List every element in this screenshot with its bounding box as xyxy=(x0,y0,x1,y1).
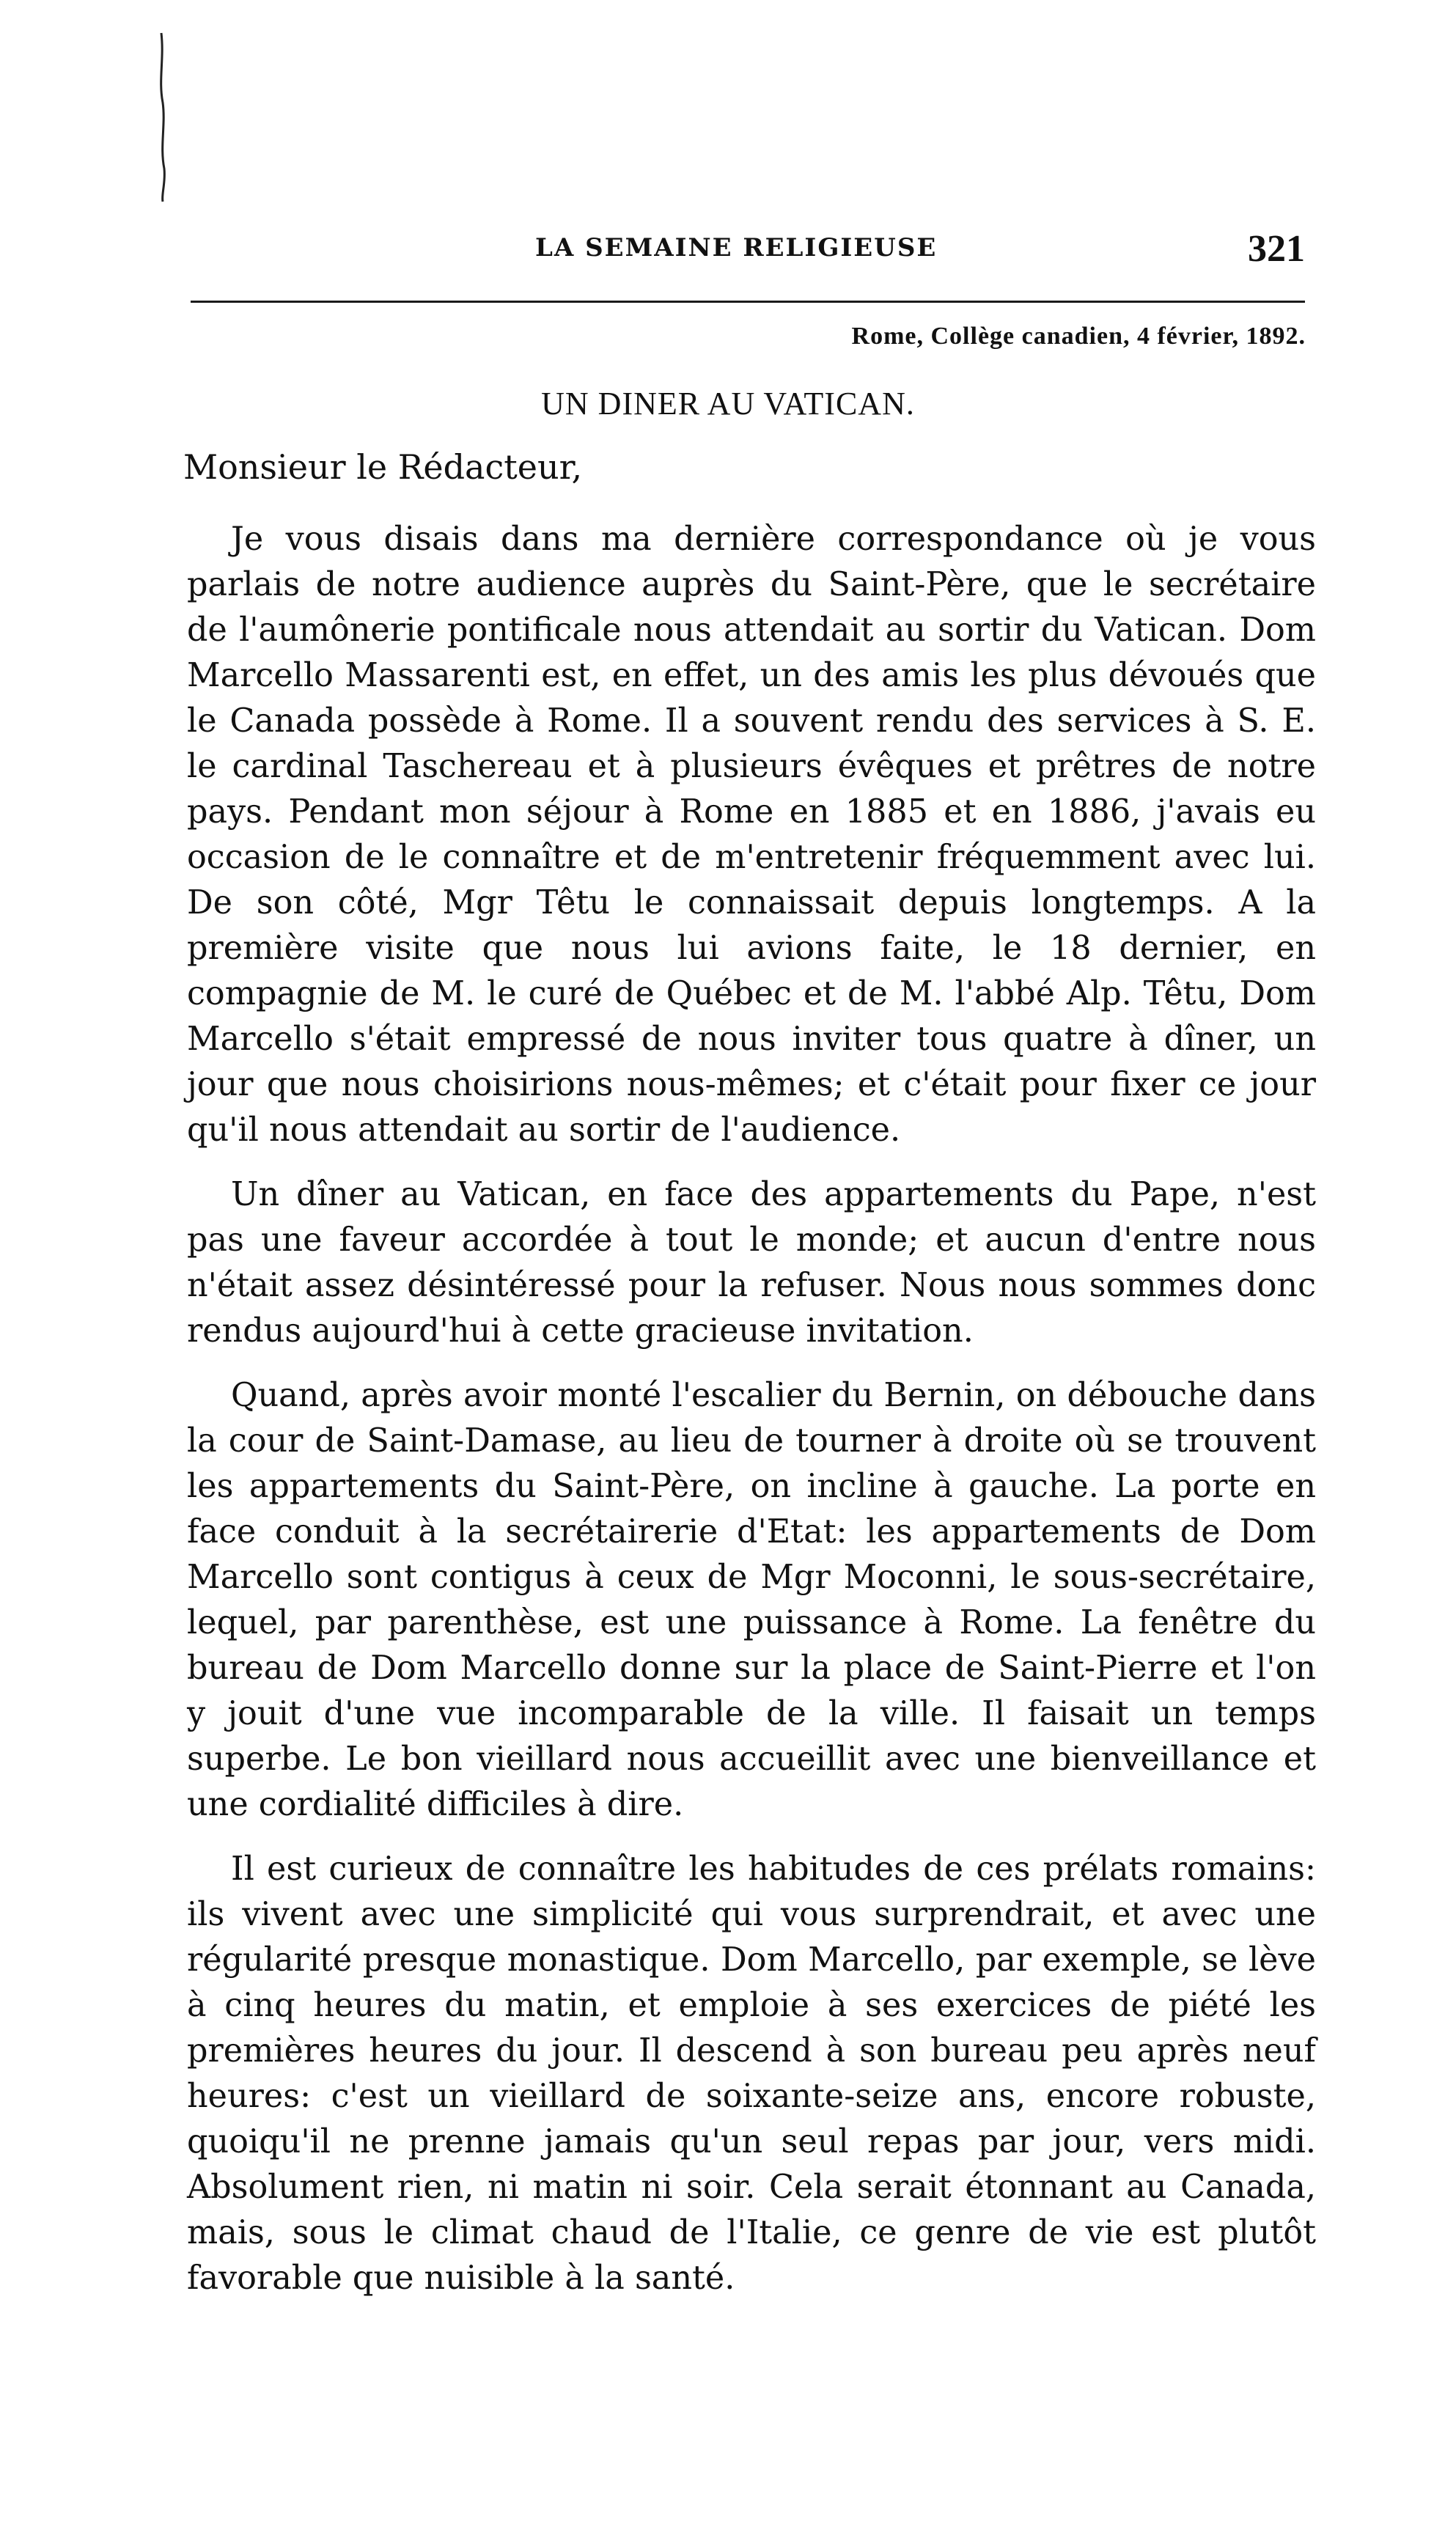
article-title: UN DINER AU VATICAN. xyxy=(541,386,915,422)
page-number: 321 xyxy=(1248,228,1305,270)
dateline: Rome, Collège canadien, 4 février, 1892. xyxy=(851,323,1306,350)
salutation: Monsieur le Rédacteur, xyxy=(183,447,583,487)
article-body xyxy=(187,517,1316,2320)
paragraph: Il est curieux de connaître les habitudes de ces prélats romains: ils vivent avec une simplicité qui vous surprendrait, et avec une régularité presque monastique. Dom Marcello, par exemple, se lève à cinq heures du matin, et emploie à ses exercices de piété les premières heures du jour. Il descend à son bureau peu après neuf heures: c'est un vieillard de soixante-seize ans, encore robuste, quoiqu'il ne prenne jamais qu'un seul repas par jour, vers midi. Absolument rien, ni matin ni soir. Cela serait étonnant au Canada, mais, sous le climat chaud de l'Italie, ce genre de vie est plutôt favorable que nuisible à la santé. xyxy=(187,1850,1316,2297)
paragraph: Je vous disais dans ma dernière correspondance où je vous parlais de notre audience auprès du Saint-Père, que le secrétaire de l'aumônerie pontificale nous attendait au sortir du Vatican. Dom Marcello Massarenti est, en effet, un des amis les plus dévoués que le Canada possède à Rome. Il a souvent rendu des services à S. E. le cardinal Taschereau et à plusieurs évêques et prêtres de notre pays. Pendant mon séjour à Rome en 1885 et en 1886, j'avais eu occasion de le connaître et de m'entretenir fréquemment avec lui. De son côté, Mgr Têtu le connaissait depuis longtemps. A la première visite que nous lui avions faite, le 18 dernier, en compagnie de M. le curé de Québec et de M. l'abbé Alp. Têtu, Dom Marcello s'était empressé de nous inviter tous quatre à dîner, un jour que nous choisirions nous-mêmes; et c'était pour fixer ce jour qu'il nous attendait au sortir de l'audience. xyxy=(187,521,1316,1149)
paragraph: Quand, après avoir monté l'escalier du Bernin, on débouche dans la cour de Saint-Damase, au lieu de tourner à droite où se trouvent les appartements du Saint-Père, on incline à gauche. La porte en face conduit à la secrétairerie d'Etat: les appartements de Dom Marcello sont contigus à ceux de Mgr Moconni, le sous-secrétaire, lequel, par parenthèse, est une puissance à Rome. La fenêtre du bureau de Dom Marcello donne sur la place de Saint-Pierre et l'on y jouit d'une vue incomparable de la ville. Il faisait un temps superbe. Le bon vieillard nous accueillit avec une bienveillance et une cordialité difficiles à dire. xyxy=(187,1377,1316,1823)
running-title: LA SEMAINE RELIGIEUSE xyxy=(535,233,938,262)
paragraph: Un dîner au Vatican, en face des appartements du Pape, n'est pas une faveur accordée à tout le monde; et aucun d'entre nous n'était assez désintéressé pour la refuser. Nous nous sommes donc rendus aujourd'hui à cette gracieuse invitation. xyxy=(187,1176,1316,1350)
header-rule xyxy=(191,301,1305,303)
margin-mark xyxy=(154,29,176,205)
running-head xyxy=(183,220,1305,286)
